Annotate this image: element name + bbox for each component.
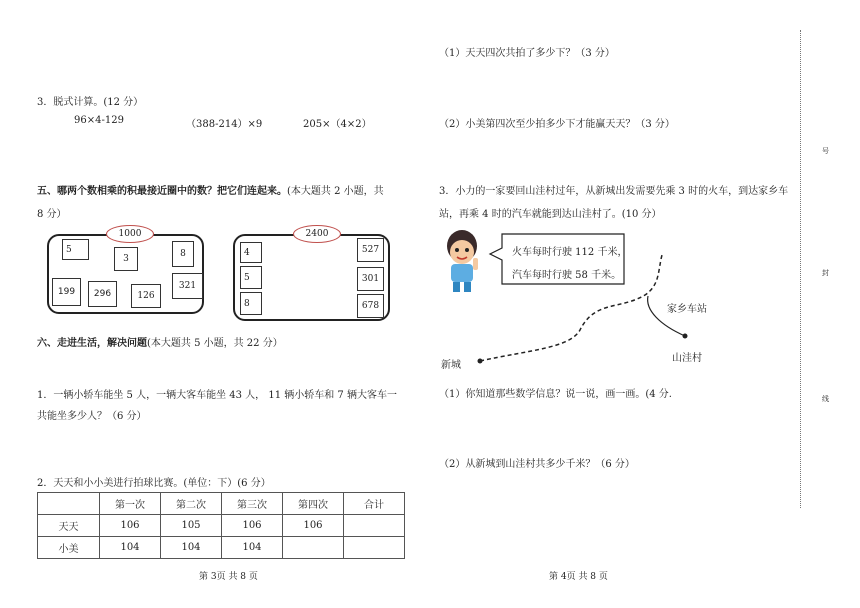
table-cell: 104 [161,537,222,559]
subquestion-1: （1）天天四次共拍了多少下？（3 分） [439,48,615,59]
city-label: 新城 [441,360,461,371]
number-box[interactable]: 5 [62,239,89,260]
table-cell: 106 [222,515,283,537]
binding-char: 线 [822,395,829,403]
table-row [38,515,405,537]
table-row [38,537,405,559]
section5-heading: 五、哪两个数相乘的积最接近圈中的数？把它们连起来。 [37,186,287,197]
table-cell[interactable] [344,537,405,559]
section5-title [37,182,384,197]
table-cell: 104 [222,537,283,559]
subquestion-3-2: （2）从新城到山洼村共多少千米？（6 分） [439,459,635,470]
problem1-line2: 共能坐多少人？（6 分） [37,411,147,422]
table-cell [38,493,100,515]
binding-char: 封 [822,269,829,277]
section6-title [37,334,283,349]
number-box[interactable]: 296 [88,281,117,307]
table-header-row [38,493,405,515]
table-cell: 第一次 [100,493,161,515]
score-table [37,492,405,559]
number-box[interactable]: 321 [172,273,203,299]
binding-char: 号 [822,147,829,155]
railway-route [480,255,662,361]
number-box[interactable]: 678 [357,294,384,318]
expression-1: 96×4-129 [74,115,124,126]
table-cell[interactable] [344,515,405,537]
expression-3: 205×（4×2） [303,119,372,130]
target-circle-2400: 2400 [293,225,341,243]
table-cell: 106 [100,515,161,537]
number-box[interactable]: 301 [357,267,384,291]
table-cell: 105 [161,515,222,537]
number-box[interactable]: 8 [172,241,194,267]
number-box[interactable]: 8 [240,292,262,315]
village-label: 山洼村 [672,353,702,364]
subquestion-2: （2）小美第四次至少拍多少下才能赢天天？（3 分） [439,119,675,130]
section5-note: (本大题共 2 小题，共 [287,186,384,197]
section6-heading: 六、走进生活，解决问题 [37,338,147,349]
city-point [478,359,483,364]
number-box[interactable]: 199 [52,278,81,306]
table-cell: 106 [283,515,344,537]
number-box[interactable]: 3 [114,247,138,271]
table-cell: 104 [100,537,161,559]
target-circle-1000: 1000 [106,225,154,243]
problem3-line1: 3．小力的一家要回山洼村过年，从新城出发需要先乘 3 时的火车，到达家乡车 [439,186,789,197]
table-cell[interactable] [283,537,344,559]
table-cell: 合计 [344,493,405,515]
binding-line [800,30,801,508]
table-cell: 第三次 [222,493,283,515]
number-box[interactable]: 126 [131,284,161,308]
section5-note-cont: 8 分） [37,209,67,220]
table-cell: 第四次 [283,493,344,515]
table-cell: 天天 [38,515,100,537]
table-cell: 小美 [38,537,100,559]
q3-title: 3．脱式计算。(12 分） [37,97,144,108]
page-footer-right: 第 4页 共 8 页 [549,572,608,582]
station-label: 家乡车站 [667,304,707,315]
page-footer-left: 第 3页 共 8 页 [199,572,258,582]
bubble-line-2: 汽车每时行驶 58 千米。 [512,270,622,281]
subquestion-3-1: （1）你知道那些数学信息？说一说，画一画。(4 分. [439,389,672,400]
table-cell: 第二次 [161,493,222,515]
expression-2: （388-214）×9 [186,119,263,130]
problem1-line1: 1．一辆小轿车能坐 5 人，一辆大客车能坐 43 人， 11 辆小轿车和 7 辆大客车一 [37,390,397,401]
number-box[interactable]: 4 [240,242,262,263]
bubble-line-1: 火车每时行驶 112 千米， [512,247,628,258]
number-box[interactable]: 527 [357,238,384,262]
problem2-title: 2．天天和小小美进行拍球比赛。(单位：下）(6 分） [37,478,271,489]
problem3-line2: 站，再乘 4 时的汽车就能到达山洼村了。(10 分） [439,209,662,220]
village-point [683,334,688,339]
section6-note: (本大题共 5 小题，共 22 分） [147,338,283,349]
number-box[interactable]: 5 [240,266,262,289]
